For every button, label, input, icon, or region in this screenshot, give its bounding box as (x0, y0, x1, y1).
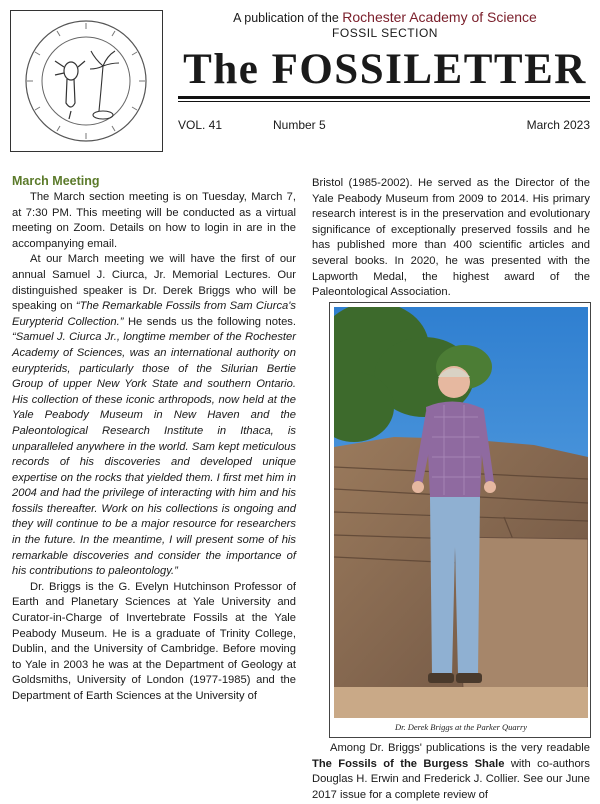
publications-continued: with co-authors Douglas H. Erwin and Frederick J. Collier. See our June 2017 issue for a complete review of (312, 757, 591, 801)
left-column (12, 173, 296, 705)
masthead-rule-thick (178, 96, 590, 99)
issue-date: March 2023 (526, 118, 590, 132)
right-column (312, 176, 590, 301)
speaker-intro-text: At our March meeting we will have the first of our annual Samuel J. Ciurca, Jr. Memorial Lectures. Our distinguished speaker is Dr. Derek Briggs who will be speaking on (12, 253, 296, 313)
speaker-notes-quote: “Samuel J. Ciurca Jr., longtime member of the Rochester Academy of Sciences, was an international authority on eurypterids, particularly those of the Silurian Bertie Group of upper New York State and southern Ontario. His collection of these iconic arthropods, now held at the Yale Peabody Museum in New Haven and the Paleontological Research Institute in Ithaca, is unparalleled anywhere in the world. Sam kept meticulous records of his discoveries and developed unique expertise on the rocks that yielded them. I first met him in 2004 and had the privilege of interacting with him and his fossils thereafter. Work on his collections is ongoing and they will continue to be a major resource for researchers in the future. In the meantime, I will present some of his remarkable discoveries and consider the importance of his contributions to paleontology.” (12, 331, 296, 578)
section-name: FOSSIL SECTION (332, 26, 438, 40)
photo-caption: Dr. Derek Briggs at the Parker Quarry (394, 722, 528, 732)
speaker-photo (334, 307, 588, 718)
talk-title: “The Remarkable Fossils from Sam Ciurca's Eurypterid Collection.” (12, 300, 296, 328)
speaker-photo-frame (329, 302, 591, 738)
section-seal-logo (10, 10, 163, 152)
notes-lead-text: He sends us the following notes. (123, 315, 296, 328)
publication-line (180, 10, 590, 26)
right-column-bottom (312, 741, 590, 803)
paragraph-meeting-details: The March section meeting is on Tuesday, March 7, at 7:30 PM. This meeting will be conducted as a virtual meeting on Zoom. Details on how to login in are in the accompanying email. (12, 191, 296, 250)
paragraph-biography: Dr. Briggs is the G. Evelyn Hutchinson Professor of Earth and Planetary Sciences at Yale University and Curator-in-Charge of Invertebrate Fossils at the Yale Peabody Museum. He is a graduate of Trinity College, Dublin, and the University of Cambridge. Before moving to Yale in 2003 he was at the Department of Geology at Goldsmiths, University of London (1977-1985) and the Department of Earth Sciences at the University of (12, 580, 296, 702)
volume-label: VOL. 41 (178, 118, 223, 132)
issue-info-row (178, 118, 590, 134)
paragraph-biography-continued: Bristol (1985-2002). He served as the Director of the Yale Peabody Museum from 2009 to 2014. His primary research interest is in the preservation and evolutionary significance of exceptionally preserved fossils and he has published more than 400 scientific articles and several books. In 2020, he was presented with the Lapworth Medal, the highest award of the Paleontological Association. (312, 177, 590, 299)
issue-number: Number 5 (273, 118, 326, 132)
publication-prefix: A publication of the (233, 11, 339, 25)
paragraph-speaker-intro (12, 252, 296, 579)
book-title: The Fossils of the Burgess Shale (312, 757, 505, 770)
article-heading: March Meeting (12, 174, 100, 188)
organization-name: Rochester Academy of Science (342, 9, 537, 25)
paragraph-publications (312, 741, 590, 803)
newsletter-title: The FOSSILETTER (183, 46, 587, 93)
masthead-rule-thin (178, 101, 590, 102)
publications-intro: Among Dr. Briggs' publications is the very readable (330, 742, 590, 754)
